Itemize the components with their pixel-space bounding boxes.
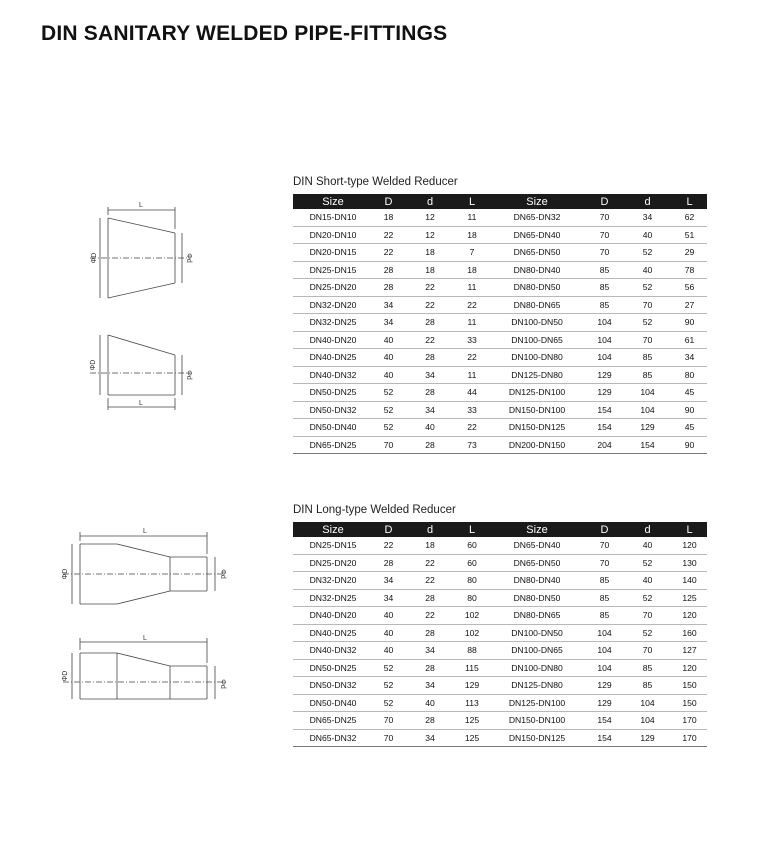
L-cell: 11	[456, 366, 488, 384]
D-cell: 40	[373, 607, 404, 625]
table-row	[293, 384, 707, 402]
L-cell: 90	[672, 436, 707, 454]
d-cell: 18	[404, 537, 456, 554]
D-cell: 104	[586, 314, 623, 332]
d-cell: 70	[623, 296, 672, 314]
size-cell: DN150-DN100	[488, 401, 586, 419]
L-cell: 33	[456, 401, 488, 419]
L-cell: 125	[456, 729, 488, 747]
col-header-L: L	[672, 194, 707, 209]
table-row	[293, 677, 707, 695]
D-cell: 204	[586, 436, 623, 454]
D-cell: 52	[373, 419, 404, 437]
inner-diameter-label: Φd	[219, 569, 226, 579]
D-cell: 154	[586, 401, 623, 419]
L-cell: 45	[672, 384, 707, 402]
L-cell: 62	[672, 209, 707, 226]
L-cell: 150	[672, 694, 707, 712]
size-cell: DN50-DN25	[293, 384, 373, 402]
size-cell: DN80-DN40	[488, 572, 586, 590]
D-cell: 40	[373, 642, 404, 660]
D-cell: 129	[586, 677, 623, 695]
table-row	[293, 366, 707, 384]
D-cell: 34	[373, 589, 404, 607]
size-cell: DN100-DN50	[488, 314, 586, 332]
table-row	[293, 331, 707, 349]
size-cell: DN200-DN150	[488, 436, 586, 454]
D-cell: 104	[586, 642, 623, 660]
short-type-title: DIN Short-type Welded Reducer	[293, 176, 458, 188]
L-cell: 120	[672, 607, 707, 625]
table-row	[293, 712, 707, 730]
size-cell: DN65-DN32	[293, 729, 373, 747]
L-cell: 29	[672, 244, 707, 262]
table-row	[293, 314, 707, 332]
d-cell: 70	[623, 642, 672, 660]
D-cell: 104	[586, 349, 623, 367]
d-cell: 52	[623, 589, 672, 607]
size-cell: DN65-DN25	[293, 436, 373, 454]
long-type-title: DIN Long-type Welded Reducer	[293, 504, 456, 516]
L-cell: 22	[456, 349, 488, 367]
D-cell: 18	[373, 209, 404, 226]
L-cell: 160	[672, 624, 707, 642]
size-cell: DN15-DN10	[293, 209, 373, 226]
size-cell: DN25-DN20	[293, 279, 373, 297]
size-cell: DN32-DN20	[293, 572, 373, 590]
L-cell: 115	[456, 659, 488, 677]
d-cell: 85	[623, 366, 672, 384]
L-cell: 34	[672, 349, 707, 367]
outer-diameter-label: ΦD	[62, 568, 69, 580]
size-cell: DN40-DN25	[293, 624, 373, 642]
table-row	[293, 226, 707, 244]
size-cell: DN40-DN20	[293, 607, 373, 625]
D-cell: 129	[586, 694, 623, 712]
D-cell: 70	[373, 729, 404, 747]
table-header-row	[293, 194, 707, 209]
L-cell: 170	[672, 712, 707, 730]
L-cell: 45	[672, 419, 707, 437]
D-cell: 70	[586, 537, 623, 554]
length-label: L	[139, 400, 143, 407]
d-cell: 129	[623, 419, 672, 437]
D-cell: 70	[586, 209, 623, 226]
size-cell: DN80-DN65	[488, 607, 586, 625]
size-cell: DN50-DN40	[293, 419, 373, 437]
size-cell: DN40-DN25	[293, 349, 373, 367]
D-cell: 70	[586, 244, 623, 262]
d-cell: 40	[623, 572, 672, 590]
d-cell: 40	[623, 537, 672, 554]
L-cell: 80	[672, 366, 707, 384]
L-cell: 170	[672, 729, 707, 747]
size-cell: DN150-DN125	[488, 419, 586, 437]
d-cell: 18	[404, 261, 456, 279]
inner-diameter-label: Φd	[185, 253, 192, 263]
L-cell: 33	[456, 331, 488, 349]
size-cell: DN100-DN80	[488, 349, 586, 367]
table-row	[293, 589, 707, 607]
D-cell: 22	[373, 537, 404, 554]
L-cell: 22	[456, 296, 488, 314]
D-cell: 52	[373, 659, 404, 677]
D-cell: 85	[586, 572, 623, 590]
d-cell: 154	[623, 436, 672, 454]
size-cell: DN20-DN15	[293, 244, 373, 262]
table-row	[293, 401, 707, 419]
size-cell: DN65-DN25	[293, 712, 373, 730]
col-header-D: D	[586, 522, 623, 537]
size-cell: DN50-DN25	[293, 659, 373, 677]
d-cell: 40	[623, 226, 672, 244]
d-cell: 28	[404, 436, 456, 454]
outer-diameter-label: ΦD	[90, 359, 97, 371]
size-cell: DN100-DN50	[488, 624, 586, 642]
d-cell: 40	[623, 261, 672, 279]
D-cell: 70	[586, 226, 623, 244]
d-cell: 34	[404, 677, 456, 695]
table-row	[293, 642, 707, 660]
size-cell: DN50-DN40	[293, 694, 373, 712]
size-cell: DN80-DN65	[488, 296, 586, 314]
col-header-size: Size	[488, 194, 586, 209]
d-cell: 70	[623, 607, 672, 625]
d-cell: 104	[623, 384, 672, 402]
d-cell: 85	[623, 677, 672, 695]
size-cell: DN125-DN100	[488, 384, 586, 402]
d-cell: 28	[404, 659, 456, 677]
short-type-table	[293, 194, 707, 454]
table-row	[293, 694, 707, 712]
col-header-D: D	[373, 522, 404, 537]
L-cell: 102	[456, 624, 488, 642]
D-cell: 52	[373, 677, 404, 695]
D-cell: 34	[373, 314, 404, 332]
table-row	[293, 624, 707, 642]
table-row	[293, 607, 707, 625]
d-cell: 104	[623, 712, 672, 730]
D-cell: 28	[373, 554, 404, 572]
size-cell: DN40-DN32	[293, 642, 373, 660]
size-cell: DN100-DN80	[488, 659, 586, 677]
outer-diameter-label: ΦD	[62, 670, 69, 682]
d-cell: 12	[404, 226, 456, 244]
col-header-D: D	[586, 194, 623, 209]
L-cell: 88	[456, 642, 488, 660]
table-row	[293, 537, 707, 554]
D-cell: 85	[586, 279, 623, 297]
L-cell: 129	[456, 677, 488, 695]
D-cell: 104	[586, 331, 623, 349]
L-cell: 60	[456, 537, 488, 554]
d-cell: 85	[623, 659, 672, 677]
long-concentric-reducer-drawing	[55, 520, 235, 620]
D-cell: 154	[586, 712, 623, 730]
d-cell: 104	[623, 694, 672, 712]
D-cell: 22	[373, 244, 404, 262]
long-type-table	[293, 522, 707, 747]
d-cell: 52	[623, 279, 672, 297]
col-header-d: d	[404, 522, 456, 537]
size-cell: DN150-DN125	[488, 729, 586, 747]
D-cell: 40	[373, 624, 404, 642]
col-header-L: L	[672, 522, 707, 537]
L-cell: 120	[672, 659, 707, 677]
length-label: L	[143, 635, 147, 642]
d-cell: 34	[404, 366, 456, 384]
d-cell: 22	[404, 554, 456, 572]
table-row	[293, 419, 707, 437]
d-cell: 85	[623, 349, 672, 367]
L-cell: 44	[456, 384, 488, 402]
D-cell: 28	[373, 261, 404, 279]
d-cell: 28	[404, 314, 456, 332]
D-cell: 52	[373, 384, 404, 402]
size-cell: DN150-DN100	[488, 712, 586, 730]
col-header-L: L	[456, 194, 488, 209]
table-row	[293, 349, 707, 367]
col-header-size: Size	[488, 522, 586, 537]
D-cell: 40	[373, 366, 404, 384]
D-cell: 70	[373, 712, 404, 730]
L-cell: 80	[456, 572, 488, 590]
L-cell: 73	[456, 436, 488, 454]
D-cell: 104	[586, 659, 623, 677]
size-cell: DN32-DN20	[293, 296, 373, 314]
size-cell: DN80-DN50	[488, 279, 586, 297]
D-cell: 34	[373, 572, 404, 590]
d-cell: 34	[623, 209, 672, 226]
size-cell: DN20-DN10	[293, 226, 373, 244]
L-cell: 7	[456, 244, 488, 262]
d-cell: 28	[404, 589, 456, 607]
d-cell: 52	[623, 244, 672, 262]
col-header-d: d	[623, 194, 672, 209]
L-cell: 78	[672, 261, 707, 279]
d-cell: 22	[404, 331, 456, 349]
d-cell: 28	[404, 384, 456, 402]
L-cell: 90	[672, 401, 707, 419]
col-header-d: d	[404, 194, 456, 209]
L-cell: 150	[672, 677, 707, 695]
col-header-size: Size	[293, 194, 373, 209]
short-eccentric-reducer-drawing	[80, 325, 200, 415]
d-cell: 28	[404, 712, 456, 730]
L-cell: 56	[672, 279, 707, 297]
size-cell: DN65-DN50	[488, 554, 586, 572]
size-cell: DN40-DN20	[293, 331, 373, 349]
page-title: DIN SANITARY WELDED PIPE-FITTINGS	[41, 22, 448, 45]
d-cell: 40	[404, 419, 456, 437]
size-cell: DN80-DN40	[488, 261, 586, 279]
size-cell: DN100-DN65	[488, 642, 586, 660]
d-cell: 70	[623, 331, 672, 349]
D-cell: 154	[586, 729, 623, 747]
L-cell: 90	[672, 314, 707, 332]
size-cell: DN32-DN25	[293, 314, 373, 332]
L-cell: 11	[456, 209, 488, 226]
d-cell: 52	[623, 554, 672, 572]
size-cell: DN25-DN15	[293, 537, 373, 554]
L-cell: 125	[456, 712, 488, 730]
d-cell: 104	[623, 401, 672, 419]
size-cell: DN65-DN50	[488, 244, 586, 262]
L-cell: 51	[672, 226, 707, 244]
table-header-row	[293, 522, 707, 537]
D-cell: 104	[586, 624, 623, 642]
table-row	[293, 296, 707, 314]
D-cell: 22	[373, 226, 404, 244]
D-cell: 70	[373, 436, 404, 454]
table-row	[293, 572, 707, 590]
col-header-L: L	[456, 522, 488, 537]
table-row	[293, 436, 707, 454]
L-cell: 27	[672, 296, 707, 314]
size-cell: DN80-DN50	[488, 589, 586, 607]
size-cell: DN25-DN20	[293, 554, 373, 572]
size-cell: DN65-DN40	[488, 226, 586, 244]
d-cell: 18	[404, 244, 456, 262]
L-cell: 11	[456, 314, 488, 332]
outer-diameter-label: ΦD	[91, 252, 98, 264]
L-cell: 18	[456, 261, 488, 279]
L-cell: 113	[456, 694, 488, 712]
size-cell: DN40-DN32	[293, 366, 373, 384]
L-cell: 60	[456, 554, 488, 572]
L-cell: 61	[672, 331, 707, 349]
size-cell: DN32-DN25	[293, 589, 373, 607]
col-header-D: D	[373, 194, 404, 209]
size-cell: DN65-DN32	[488, 209, 586, 226]
table-row	[293, 244, 707, 262]
col-header-size: Size	[293, 522, 373, 537]
long-eccentric-reducer-drawing	[55, 632, 235, 712]
L-cell: 140	[672, 572, 707, 590]
inner-diameter-label: Φd	[219, 679, 226, 689]
L-cell: 127	[672, 642, 707, 660]
D-cell: 85	[586, 261, 623, 279]
L-cell: 102	[456, 607, 488, 625]
size-cell: DN25-DN15	[293, 261, 373, 279]
d-cell: 22	[404, 572, 456, 590]
d-cell: 40	[404, 694, 456, 712]
short-concentric-reducer-drawing	[80, 195, 200, 315]
size-cell: DN65-DN40	[488, 537, 586, 554]
col-header-d: d	[623, 522, 672, 537]
d-cell: 28	[404, 349, 456, 367]
D-cell: 70	[586, 554, 623, 572]
L-cell: 130	[672, 554, 707, 572]
L-cell: 18	[456, 226, 488, 244]
D-cell: 85	[586, 589, 623, 607]
table-row	[293, 554, 707, 572]
L-cell: 11	[456, 279, 488, 297]
table-row	[293, 261, 707, 279]
size-cell: DN50-DN32	[293, 401, 373, 419]
D-cell: 40	[373, 349, 404, 367]
d-cell: 22	[404, 607, 456, 625]
D-cell: 40	[373, 331, 404, 349]
L-cell: 22	[456, 419, 488, 437]
size-cell: DN125-DN80	[488, 366, 586, 384]
size-cell: DN125-DN100	[488, 694, 586, 712]
size-cell: DN50-DN32	[293, 677, 373, 695]
d-cell: 12	[404, 209, 456, 226]
table-row	[293, 659, 707, 677]
L-cell: 120	[672, 537, 707, 554]
D-cell: 34	[373, 296, 404, 314]
d-cell: 34	[404, 729, 456, 747]
D-cell: 154	[586, 419, 623, 437]
L-cell: 80	[456, 589, 488, 607]
size-cell: DN125-DN80	[488, 677, 586, 695]
d-cell: 52	[623, 314, 672, 332]
d-cell: 22	[404, 279, 456, 297]
table-row	[293, 279, 707, 297]
d-cell: 34	[404, 401, 456, 419]
table-row	[293, 729, 707, 747]
d-cell: 28	[404, 624, 456, 642]
D-cell: 85	[586, 296, 623, 314]
D-cell: 28	[373, 279, 404, 297]
D-cell: 52	[373, 694, 404, 712]
d-cell: 22	[404, 296, 456, 314]
d-cell: 34	[404, 642, 456, 660]
d-cell: 52	[623, 624, 672, 642]
D-cell: 85	[586, 607, 623, 625]
d-cell: 129	[623, 729, 672, 747]
D-cell: 129	[586, 384, 623, 402]
inner-diameter-label: Φd	[185, 370, 192, 380]
length-label: L	[139, 202, 143, 209]
L-cell: 125	[672, 589, 707, 607]
table-row	[293, 209, 707, 226]
length-label: L	[143, 528, 147, 535]
D-cell: 129	[586, 366, 623, 384]
size-cell: DN100-DN65	[488, 331, 586, 349]
D-cell: 52	[373, 401, 404, 419]
